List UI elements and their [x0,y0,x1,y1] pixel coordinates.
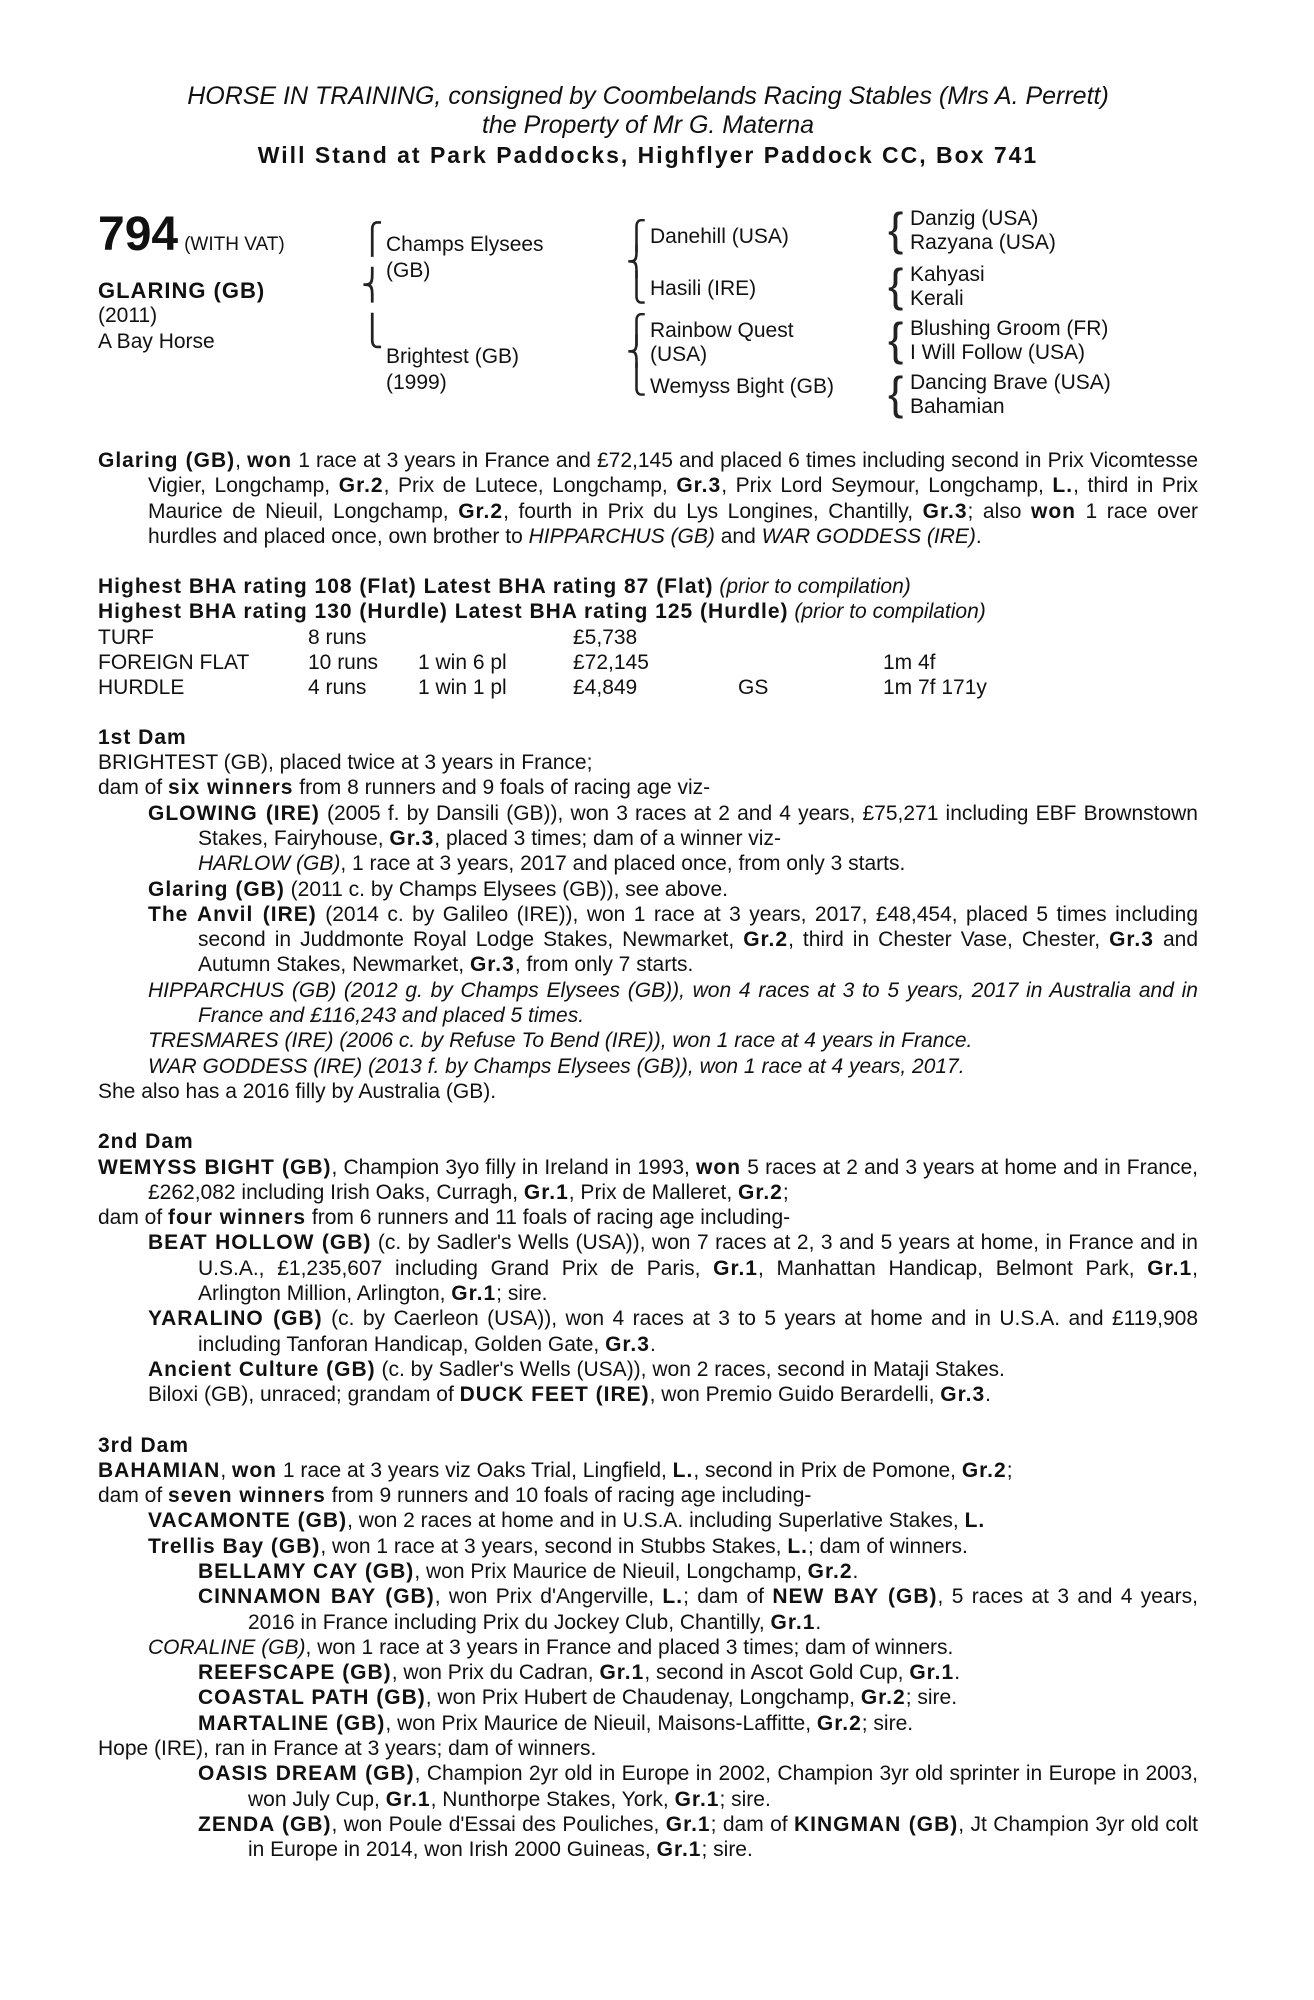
grand-4: Kerali [910,287,964,310]
dam-sire: Rainbow Quest [650,319,794,342]
sire: Champs Elysees [386,233,544,256]
record-cell: FOREIGN FLAT [98,650,250,674]
lot-number-block [98,210,285,260]
record-cell: 4 runs [308,675,367,699]
grand-3: Kahyasi [910,263,985,286]
record-cell: 1 win 1 pl [418,675,507,699]
record-cell: 10 runs [308,650,379,674]
dam2-title: 2nd Dam [98,1130,194,1154]
vat-note: (WITH VAT) [184,234,285,255]
dam: Brightest (GB) [386,345,520,368]
stand-line: Will Stand at Park Paddocks, Highflyer Paddock CC, Box 741 [257,142,1039,168]
consignor-line: HORSE IN TRAINING, consigned by Coombelands Racing Stables (Mrs A. Perrett) [187,82,1109,110]
grand-5: Blushing Groom (FR) [910,317,1109,340]
record-row [98,625,1043,650]
catalogue-page [98,82,1199,1862]
progeny-coraline: CORALINE (GB), won 1 race at 3 years in France and placed 3 times; dam of winners. [148,1635,954,1659]
record-cell: 1 win 6 pl [418,650,507,674]
record-cell: TURF [98,625,154,649]
owner-line: the Property of Mr G. Materna [481,111,815,139]
dam-year: (1999) [386,371,447,394]
ds-brace: ⎧ [626,314,647,345]
progeny-anvil: The Anvil (IRE) (2014 c. by Galileo (IRE)), won 1 race at 3 years, 2017, £48,454, placed 5 times including second in Juddmonte Royal Lodge Stakes, Newmarket, Gr.2, third in Chester Vase, Chester, Gr.3 and Autumn Stakes, Newmarket, Gr.3, from only 7 starts. [148,902,1199,977]
record-cell: 8 runs [308,625,367,649]
ss-brace: ⎧ [626,220,647,251]
record-cell: HURDLE [98,675,185,699]
rating-flat: Highest BHA rating 108 (Flat) Latest BHA rating 87 (Flat) (prior to compilation) [98,575,911,599]
dam-dam: Wemyss Bight (GB) [650,375,834,398]
ss-brace-end: ⎩ [626,272,647,303]
progeny-biloxi: Biloxi (GB), unraced; grandam of DUCK FEET (IRE), won Premio Guido Berardelli, Gr.3. [148,1383,991,1407]
record-cell: 1m 4f [883,650,936,674]
progeny-oasis-dream: OASIS DREAM (GB), Champion 2yr old in Europe in 2002, Champion 3yr old sprinter in Europe in 2003, won July Cup, Gr.1, Nunthorpe Stakes, York, Gr.1; sire. [198,1762,1199,1811]
dam1-line2: dam of six winners from 8 runners and 9 foals of racing age viz- [98,776,711,800]
horse-year: (2011) [98,304,158,327]
ds-brace-mid: ⎨ [626,336,647,367]
progeny-glaring: Glaring (GB) (2011 c. by Champs Elysees (GB)), see above. [148,877,728,901]
record-row [98,675,1043,700]
record-cell: GS [738,675,769,699]
intro-paragraph: Glaring (GB), won 1 race at 3 years in France and £72,145 and placed 6 times including second in Prix Vicomtesse Vigier, Longchamp, Gr.2, Prix de Lutece, Longchamp, Gr.3, Prix Lord Seymour, Longchamp, L., third in Prix Maurice de Nieuil, Longchamp, Gr.2, fourth in Prix du Lys Longines, Chantilly, Gr.3; also won 1 race over hurdles and placed once, own brother to HIPPARCHUS (GB) and WAR GODDESS (IRE). [98,449,1199,548]
sire-brace-end: ⎩ [361,315,384,348]
progeny-hope: Hope (IRE), ran in France at 3 years; dam of winners. [98,1737,597,1761]
sire-dam: Hasili (IRE) [650,277,757,300]
progeny-yaralino: YARALINO (GB) (c. by Caerleon (USA)), won 4 races at 3 to 5 years at home and in U.S.A. and £119,908 including Tanforan Handicap, Golden Gate, Gr.3. [148,1307,1198,1356]
grand-2: Razyana (USA) [910,231,1056,254]
progeny-war-goddess: WAR GODDESS (IRE) (2013 f. by Champs Elysees (GB)), won 1 race at 4 years, 2017. [148,1054,965,1078]
grand-1: Danzig (USA) [910,207,1039,230]
progeny-tresmares: TRESMARES (IRE) (2006 c. by Refuse To Bend (IRE)), won 1 race at 4 years in France. [148,1029,973,1053]
dam-sire-country: (USA) [650,343,708,366]
record-row [98,650,1043,675]
dam3-title: 3rd Dam [98,1433,190,1457]
progeny-zenda: ZENDA (GB), won Poule d'Essai des Pouliches, Gr.1; dam of KINGMAN (GB), Jt Champion 3yr old colt in Europe in 2014, won Irish 2000 Guineas, Gr.1; sire. [198,1812,1199,1862]
grand-7: Dancing Brave (USA) [910,371,1111,394]
sire-brace: ⎧ [361,223,384,256]
dam1-line1: BRIGHTEST (GB), placed twice at 3 years in France; [98,751,593,775]
sire-brace-mid: ⎨ [361,269,384,302]
progeny-ancient-culture: Ancient Culture (GB) (c. by Sadler's Wells (USA)), won 2 races, second in Mataji Stakes. [148,1357,1005,1381]
grand-6: I Will Follow (USA) [910,341,1086,364]
progeny-cinnamon-bay: CINNAMON BAY (GB), won Prix d'Angerville, L.; dam of NEW BAY (GB), 5 races at 3 and 4 years, 2016 in France including Prix du Jockey Club, Chantilly, Gr.1. [198,1585,1198,1634]
g-brace-4: { [888,367,904,419]
sire-country: (GB) [386,259,431,282]
ds-brace-end: ⎩ [626,364,647,395]
progeny-coastal-path: COASTAL PATH (GB), won Prix Hubert de Chaudenay, Longchamp, Gr.2; sire. [198,1686,958,1710]
progeny-bellamy-cay: BELLAMY CAY (GB), won Prix Maurice de Nieuil, Longchamp, Gr.2. [198,1559,859,1583]
record-cell [738,650,883,675]
progeny-martaline: MARTALINE (GB), won Prix Maurice de Nieuil, Maisons-Laffitte, Gr.2; sire. [198,1711,914,1735]
g-brace-3: { [888,313,904,365]
record-cell: £4,849 [573,675,638,699]
record-cell: £72,145 [573,650,649,674]
progeny-hipparchus: HIPPARCHUS (GB) (2012 g. by Champs Elysees (GB)), won 4 races at 3 to 5 years, 2017 in Australia and in France and £116,243 and placed 5 times. [148,978,1198,1028]
grand-8: Bahamian [910,395,1005,418]
progeny-glowing: GLOWING (IRE) (2005 f. by Dansili (GB)), won 3 races at 2 and 4 years, £75,271 including EBF Brownstown Stakes, Fairyhouse, Gr.3, placed 3 times; dam of a winner viz- [148,801,1198,850]
progeny-harlow: HARLOW (GB), 1 race at 3 years, 2017 and placed once, from only 3 starts. [198,852,906,876]
g-brace-1: { [888,203,904,255]
dam1-title: 1st Dam [98,725,187,749]
dam2-line2: dam of four winners from 6 runners and 11 foals of racing age including- [98,1206,791,1230]
lot-number: 794 [98,208,179,261]
sire-sire: Danehill (USA) [650,225,789,248]
progeny-trellis-bay: Trellis Bay (GB), won 1 race at 3 years, second in Stubbs Stakes, L.; dam of winners. [148,1534,968,1558]
ss-brace-mid: ⎨ [626,246,647,277]
progeny-reefscape: REEFSCAPE (GB), won Prix du Cadran, Gr.1, second in Ascot Gold Cup, Gr.1. [198,1661,961,1685]
catalogue-body [98,448,1198,1863]
record-cell [418,625,573,650]
dam3-line2: dam of seven winners from 9 runners and 10 foals of racing age including- [98,1484,812,1508]
horse-name: GLARING (GB) [98,278,266,303]
rating-hurdle: Highest BHA rating 130 (Hurdle) Latest BHA rating 125 (Hurdle) (prior to compilation) [98,600,986,624]
dam2-summary: WEMYSS BIGHT (GB), Champion 3yo filly in Ireland in 1993, won 5 races at 2 and 3 years at home and in France, £262,082 including Irish Oaks, Curragh, Gr.1, Prix de Malleret, Gr.2; [98,1155,1198,1204]
progeny-beat-hollow: BEAT HOLLOW (GB) (c. by Sadler's Wells (USA)), won 7 races at 2, 3 and 5 years at home, in France and in U.S.A., £1,235,607 including Grand Prix de Paris, Gr.1, Manhattan Handicap, Belmont Park, Gr.1, Arlington Million, Arlington, Gr.1; sire. [148,1231,1199,1306]
progeny-vacamonte: VACAMONTE (GB), won 2 races at home and in U.S.A. including Superlative Stakes, L. [148,1509,986,1533]
g-brace-2: { [888,259,904,311]
horse-description: A Bay Horse [98,330,215,353]
record-cell: £5,738 [573,625,638,649]
record-cell [738,625,883,650]
dam3-summary: BAHAMIAN, won 1 race at 3 years viz Oaks Trial, Lingfield, L., second in Prix de Pomone, Gr.2; [98,1458,1013,1482]
dam1-filly-note: She also has a 2016 filly by Australia (GB). [98,1079,497,1103]
record-cell: 1m 7f 171y [883,675,987,699]
record-cell [883,625,1043,650]
race-record-table [98,625,1043,700]
